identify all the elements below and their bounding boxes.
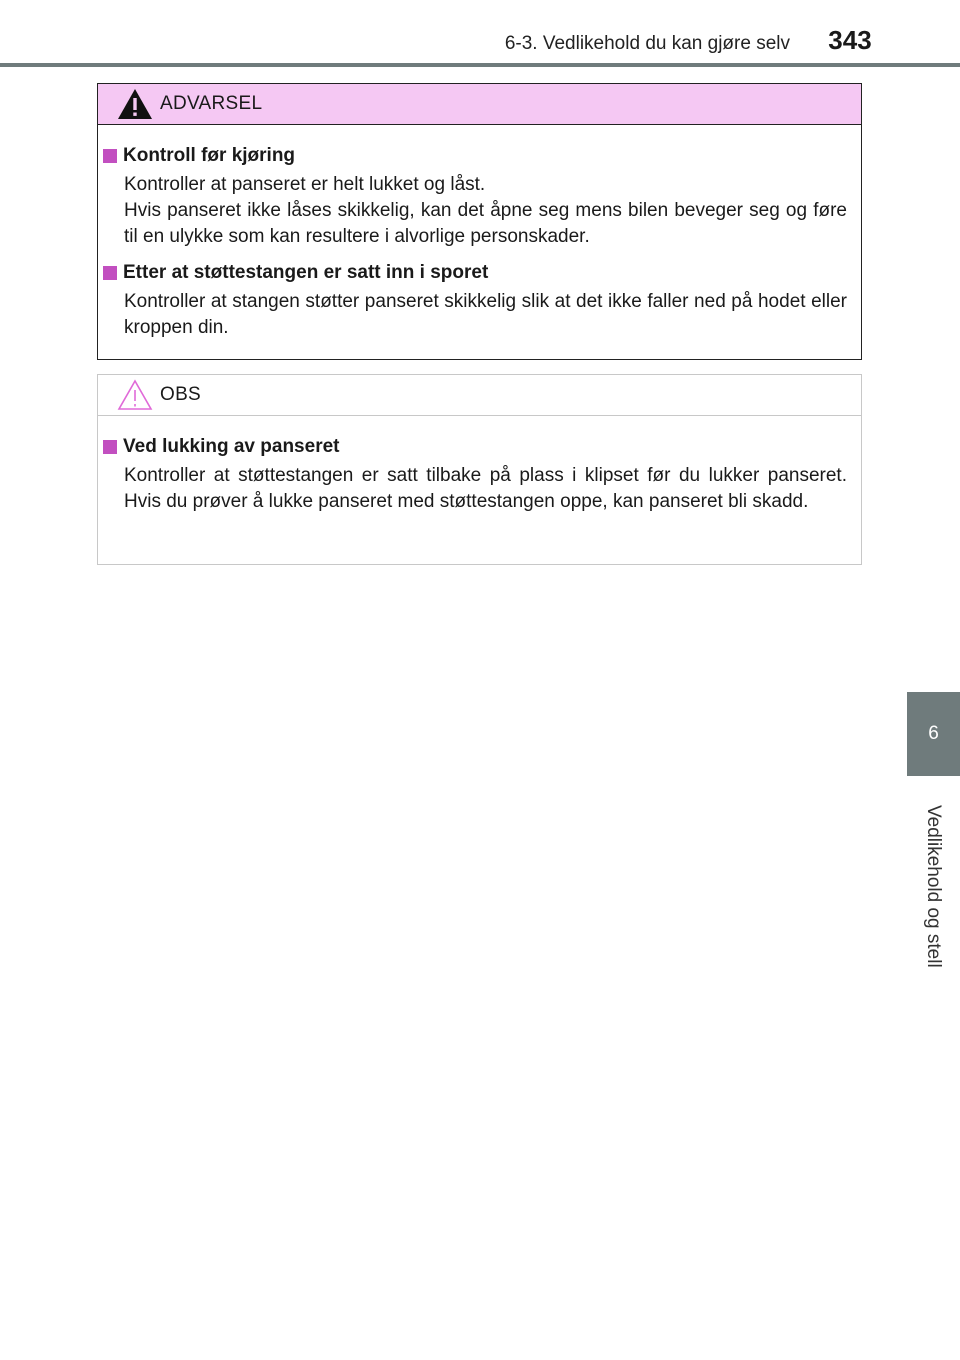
- notice-item-title: Ved lukking av panseret: [123, 436, 340, 457]
- notice-header: [98, 375, 861, 416]
- warning-item-text: Kontroller at stangen støtter panseret skikkelig slik at det ikke faller ned på hodet eller kroppen din.: [124, 291, 847, 338]
- square-bullet-icon: [103, 266, 117, 280]
- warning-item-text: Hvis panseret ikke låses skikkelig, kan det åpne seg mens bilen beveger seg og føre til en ulykke som kan resultere i alvorlige personskader.: [124, 200, 847, 247]
- chapter-number: 6: [928, 723, 939, 744]
- warning-body: [98, 125, 861, 341]
- chapter-title: Vedlikehold og stell: [923, 804, 944, 968]
- warning-box: [97, 83, 862, 360]
- header-rule: [0, 63, 960, 67]
- notice-item: [103, 434, 847, 515]
- square-bullet-icon: [103, 440, 117, 454]
- warning-item: [103, 143, 847, 250]
- warning-item-title: Etter at støttestangen er satt inn i sporet: [123, 262, 489, 283]
- notice-item-text: Kontroller at støttestangen er satt tilbake på plass i klipset før du lukker panseret. Hvis du prøver å lukke panseret med støttestangen oppe, kan panseret bli skadd.: [124, 465, 847, 512]
- caution-outline-triangle-icon: [116, 378, 154, 412]
- warning-label: ADVARSEL: [160, 93, 263, 114]
- page-number: 343: [828, 25, 872, 55]
- section-title: 6-3. Vedlikehold du kan gjøre selv: [504, 33, 790, 54]
- warning-item: [103, 260, 847, 341]
- chapter-tab: [907, 692, 960, 776]
- notice-box: [97, 374, 862, 565]
- warning-filled-triangle-icon: [116, 87, 154, 121]
- square-bullet-icon: [103, 149, 117, 163]
- warning-item-title: Kontroll før kjøring: [123, 145, 296, 166]
- warning-header: [98, 84, 861, 125]
- warning-item-text: Kontroller at panseret er helt lukket og låst.: [124, 174, 486, 195]
- notice-label: OBS: [160, 384, 202, 405]
- notice-body: [98, 416, 861, 515]
